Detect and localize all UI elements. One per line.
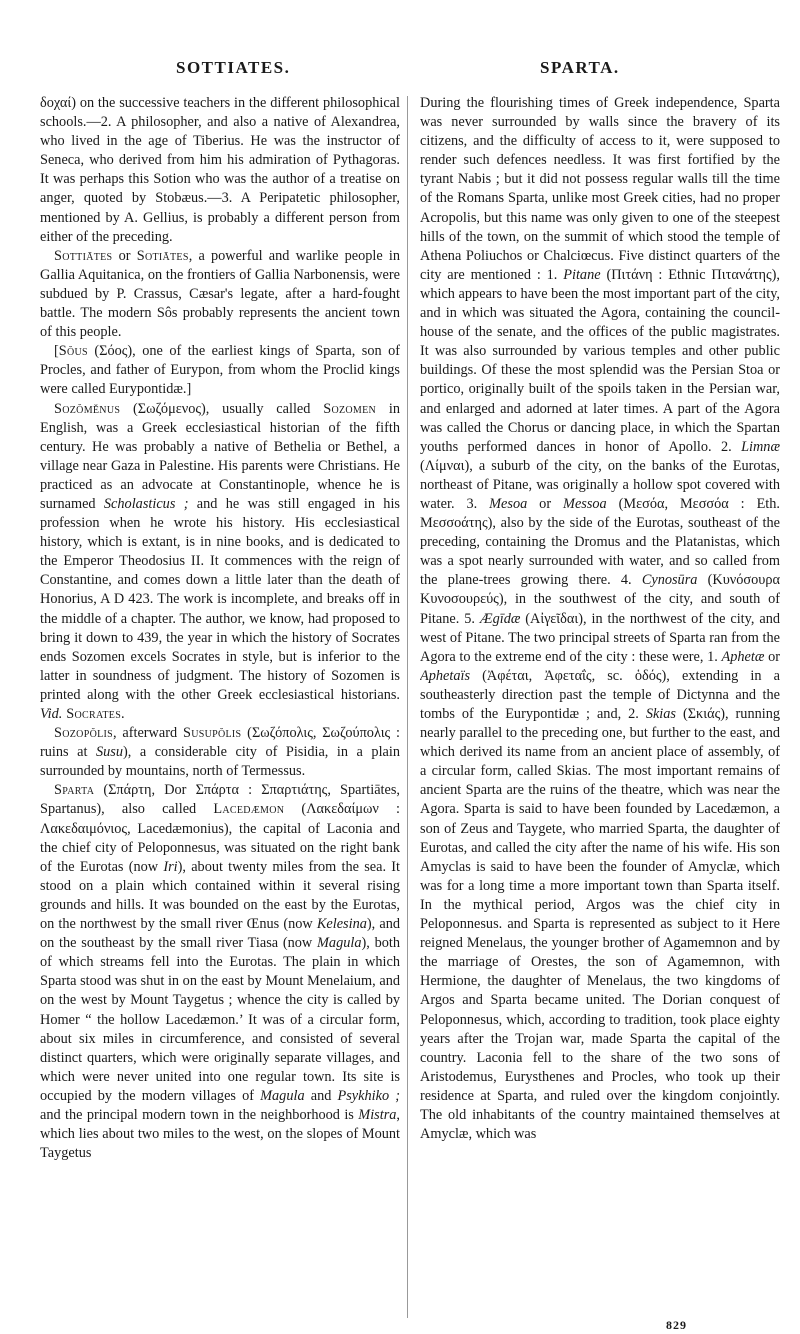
- entry-text: , a powerful and warlike people in Gallia Aquitanica, on the frontiers of Gallia Narbonensis, were subdued by P. Crassus, Cæsar's legate, after a hard-fought battle. The modern Sôs probably represents the ancient town of this people.: [40, 247, 400, 341]
- italic-term: Psykhiko ;: [337, 1087, 400, 1104]
- bracket: [: [54, 343, 59, 360]
- italic-term: Susu: [95, 744, 123, 761]
- entry-text: During the flourishing times of Greek independence, Sparta was never surrounded by walls since the bravery of its citizens, and the difficulty of access to it, were supposed to render such defences needless. It was first fortified by the tyrant Nabis ; but it did not possess regular walls till the time of the Romans Sparta, unlike most Greek cities, had no proper Acropolis, but this name was only given to one of the steepest hills of the town, on the summit of which stood the temple of Athena Poliuchos or Chalciœcus. Five distinct quarters of the city are mentioned : 1.: [420, 95, 780, 283]
- cross-reference: Socrates.: [62, 706, 125, 722]
- entry-sous: [40, 342, 400, 399]
- headword: Sottiātes: [54, 247, 113, 264]
- headword-variant: Susupŏlis: [182, 725, 242, 742]
- entry-text: (Κυνόσουρα Κυνοσουρεύς), in the southwest of the city, and south of Pitane. 5.: [420, 572, 780, 627]
- italic-term: Skias: [645, 706, 676, 722]
- entry-text: ), a considerable city of Pisidia, in a plain surrounded by mountains, north of Termessus.: [40, 744, 400, 780]
- entry-text: (Πιτάνη : Ethnic Πιτανάτης), which appears to have been the most important part of the city, and in which was situated the Agora, containing the council-house of the senate, and the offices of the public magistrates. It was also surrounded by various temples and other public buildings. Of these the most splendid was the Persian Stoa or portico, originally built of the spoils taken in the Persian war, and enlarged and adorned at later times. A part of the Agora was called the Chorus or dancing place, in which the Spartan youths performed dances in honor of Apollo. 2.: [420, 266, 780, 455]
- sotion-entry-continuation: δοχαί) on the successive teachers in the different philosophical schools.—2. A philosopher, and also a native of Alexandrea, who lived in the age of Tiberius. He was the instructor of Seneca, who derived from him his admiration of Pythagoras. It was perhaps this Sotion who was the author of a treatise on anger, quoted by Stobæus.—3. A Peripatetic philosopher, mentioned by A. Gellius, is probably a different person from either of the preceding.: [40, 95, 400, 245]
- entry-text: in English, was a Greek ecclesiastical historian of the fifth century. He was probably a native of Bethelia or Bethel, a village near Gaza in Palestine. His parents were Christians. He practiced as an advocate at Constantinople, whence he is surnamed: [40, 400, 400, 512]
- entry-sozopolis: [40, 724, 400, 781]
- italic-term: Cynosūra: [641, 572, 698, 589]
- italic-term: Mistra: [358, 1106, 397, 1123]
- entry-text: or: [112, 247, 137, 264]
- italic-term: Aphetæ: [721, 648, 765, 665]
- entry-sparta: [40, 781, 400, 1163]
- headword: Sparta: [54, 782, 95, 799]
- entry-text: (Αἰγεῖδαι), in the northwest of the city, and west of Pitane. The two principal streets of Sparta ran from the Agora to the extreme end of the city : these were, 1.: [420, 610, 780, 665]
- entry-text: (Σπάρτη, Dor Σπάρτα : Σπαρτιάτης, Spartiātes, Spartanus), also called: [40, 782, 400, 818]
- italic-term: Iri: [163, 858, 178, 875]
- headword-variant: Lacedæmon: [213, 801, 285, 818]
- italic-term: Mesoa: [489, 495, 528, 512]
- sparta-entry-continuation: [420, 94, 780, 1144]
- entry-text: ), and on the southeast by the small river Tiasa (now: [40, 916, 400, 952]
- running-header: [0, 58, 800, 82]
- entry-text: (Σωζόπολις, Σωζούπολις : ruins at: [40, 725, 400, 761]
- entry-text: (Σόος), one of the earliest kings of Sparta, son of Procles, and father of Eurypon, from whom the Proclid kings were called Eurypontidæ.]: [40, 343, 400, 398]
- entry-text: (Ἀφέται, Ἀφεταΐς, sc. ὁδός), extending in a southeasterly direction past the temple of Dictynna and the tombs of the Eurypontidæ ; and, 2.: [420, 667, 780, 722]
- entry-text: and the principal modern town in the neighborhood is: [40, 1106, 359, 1123]
- entry-text: and he was still engaged in his profession when he wrote his history. His ecclesiastical history, which is extant, is in nine books, and is dedicated to the Emperor Theodosius II. It commences with the reign of Constantine, and comes down a little later than the death of Honorius, A D 423. The work is incomplete, and breaks off in the middle of a chapter. The author, we know, had proposed to bring it down to 439, the year in which the history of Socrates ends Sozomen excels Socrates in style, but is inferior to the latter in soundness of judgment. The history of Sozomen is printed along with the other Greek ecclesiastical historians.: [40, 495, 400, 703]
- entry-text: (Σωζόμενος), usually called: [120, 400, 324, 417]
- italic-term: Pitane: [563, 266, 601, 283]
- italic-term: Messoa: [563, 495, 607, 512]
- italic-term: Ægīdæ: [479, 610, 521, 627]
- left-column: [40, 94, 400, 1324]
- italic-term: Aphetaïs: [420, 667, 471, 684]
- headword: Sozŏmĕnus: [54, 400, 121, 417]
- entry-text: or: [764, 648, 780, 665]
- page-number: 829: [666, 1318, 687, 1332]
- column-rule: [407, 96, 408, 1318]
- italic-term: Magula: [317, 935, 362, 952]
- headword: Sozopŏlis: [54, 725, 113, 742]
- italic-term: Kelesina: [316, 916, 367, 933]
- italic-term: Magula: [260, 1087, 305, 1104]
- entry-text: ), about twenty miles from the sea. It stood on a plain which contained within it several rising grounds and hills. It was bounded on the east by the Eurotas, on the northwest by the small river Œnus (now: [40, 858, 400, 933]
- entry-text: (Μεσόα, Μεσσόα : Eth. Μεσσοάτης), also by the side of the Eurotas, southeast of the preceding, containing the Dromus and the Platanistas, which was a spot nearly surrounded with water, and so called from the plane-trees growing there. 4.: [420, 495, 780, 589]
- entry-text: (Λακεδαίμων : Λακεδαιμόνιος, Lacedæmonius), the capital of Laconia and the chief city of Peloponnesus, was situated on the right bank of the Eurotas (now: [40, 801, 400, 875]
- italic-term: Scholasticus ;: [103, 495, 189, 512]
- headword-variant: Sotiātes: [136, 247, 189, 264]
- entry-text: (Σκιάς), running nearly parallel to the preceding one, but further to the east, and which derived its name from an ancient place of assembly, of a circular form, called Skias. The most important remains of ancient Sparta are the ruins of the theatre, which was near the Agora. Sparta is said to have been founded by Lacedæmon, a son of Zeus and Taygete, who married Sparta, the daughter of Eurotas, and called the city after the name of his wife. His son Amyclas is said to have been the founder of Amyclæ, which was for a long time a more important town than Sparta itself. In the mythical period, Argos was the chief city in Peloponnesus. and Sparta is represented as subject to it Here reigned Menelaus, the younger brother of Agamemnon and by the marriage of Orestes, the son of Agamemnon, with Hermione, the daughter of Menelaus, the two kingdoms of Argos and Sparta became united. The Dorian conquest of Peloponnesus, which, according to tradition, took place eighty years after the Trojan war, made Sparta the capital of the country. Laconia fell to the share of the two sons of Aristodemus, Eurysthenes and Procles, who took up their residence at Sparta, and ruled over the kingdom conjointly. The old inhabitants of the country maintained themselves at Amyclæ, which was: [420, 706, 780, 1143]
- entry-text: and: [304, 1087, 338, 1104]
- italic-term: Limnæ: [741, 438, 780, 455]
- entry-text: , afterward: [113, 725, 183, 742]
- entry-text: or: [527, 495, 564, 512]
- left-running-head: SOTTIATES.: [176, 58, 291, 77]
- right-running-head: SPARTA.: [540, 58, 620, 77]
- right-column: [420, 94, 780, 1324]
- entry-text: , which lies about two miles to the west, on the slopes of Mount Taygetus: [40, 1106, 400, 1162]
- vid-marker: Vid.: [40, 706, 63, 722]
- headword-variant: Sozomen: [323, 400, 377, 417]
- headword: Sŏus: [58, 343, 88, 360]
- entry-sottiates: [40, 247, 400, 342]
- entry-sozomenus: [40, 400, 400, 725]
- entry-text: ), both of which streams fell into the Eurotas. The plain in which Sparta stood was shut in on the east by Mount Menelaium, and on the west by Mount Taygetus ; whence the city is called by Homer “ the hollow Lacedæmon.’ It was of a circular form, about six miles in circumference, and consisted of several distinct quarters, which were originally separate villages, and which were never united into one regular town. Its site is occupied by the modern villages of: [40, 935, 400, 1104]
- entry-text: (Λίμναι), a suburb of the city, on the banks of the Eurotas, northeast of Pitane, was originally a hollow spot covered with water. 3.: [420, 457, 780, 512]
